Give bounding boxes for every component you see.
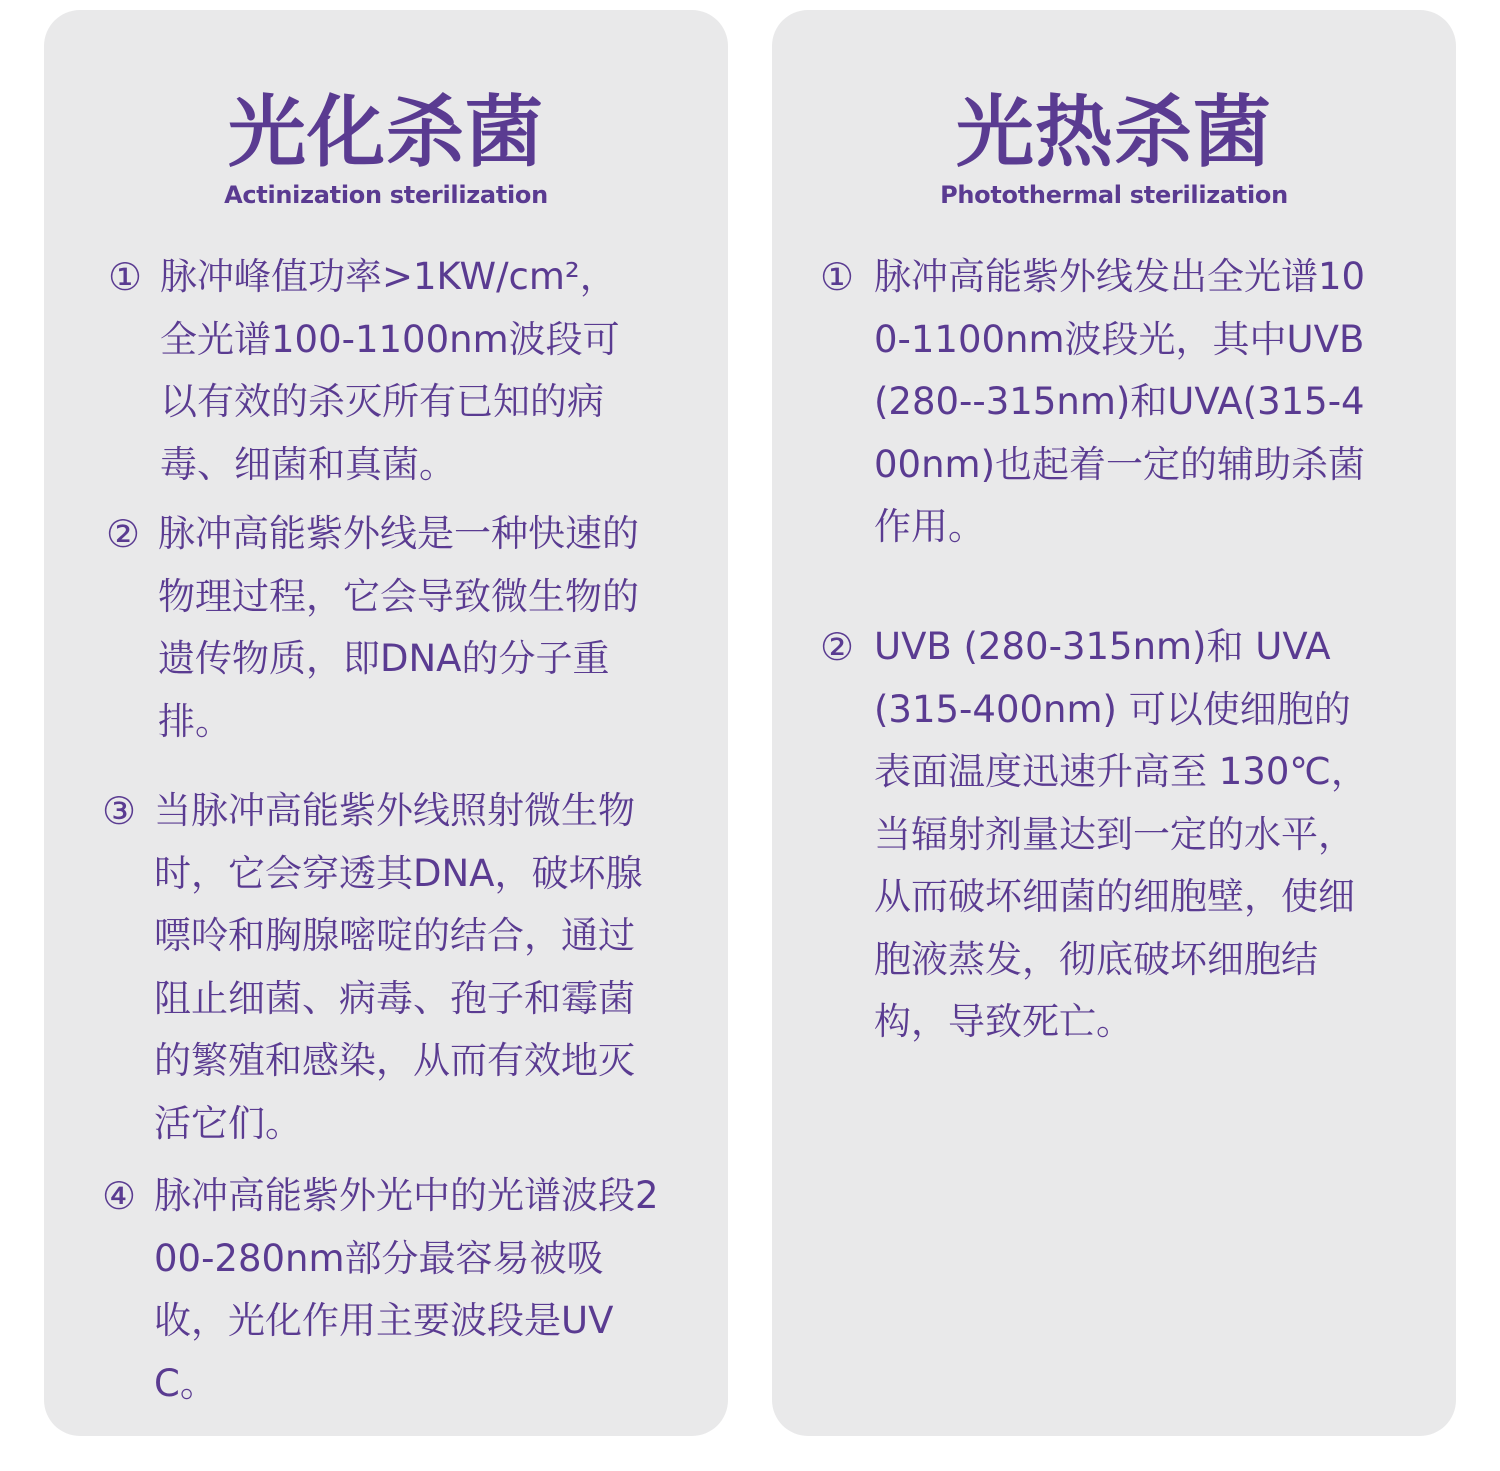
item-text: 脉冲高能紫外线发出全光谱100-1100nm波段光，其中UVB(280--315nm)和UVA(315-400nm)也起着一定的辅助杀菌作用。 <box>874 255 1366 548</box>
card-subtitle: Photothermal sterilization <box>940 181 1288 209</box>
item-text: 脉冲峰值功率>1KW/cm²，全光谱100-1100nm波段可以有效的杀灭所有已知的病毒、细菌和真菌。 <box>160 255 620 486</box>
item-number: ② <box>820 625 855 669</box>
item-number: ② <box>106 512 141 556</box>
item-number: ③ <box>102 789 137 833</box>
item-text: 脉冲高能紫外线是一种快速的物理过程，它会导致微生物的遗传物质，即DNA的分子重排。 <box>158 512 639 743</box>
item-text: UVB (280-315nm)和 UVA (315-400nm) 可以使细胞的表面温度迅速升高至 130℃，当辐射剂量达到一定的水平，从而破坏细菌的细胞壁，使细胞液蒸发，彻底破坏细胞结构，导致死亡。 <box>874 625 1368 1043</box>
item-number: ④ <box>102 1174 137 1218</box>
item-text: 脉冲高能紫外光中的光谱波段200-280nm部分最容易被吸收，光化作用主要波段是UVC。 <box>154 1174 659 1405</box>
actinization-card <box>44 10 728 1436</box>
photothermal-card <box>772 10 1456 1436</box>
item-number: ① <box>108 255 143 299</box>
card-title: 光化杀菌 <box>227 88 544 178</box>
item-number: ① <box>820 255 855 299</box>
item-text: 当脉冲高能紫外线照射微生物时，它会穿透其DNA，破坏腺嘌呤和胸腺嘧啶的结合，通过阻止细菌、病毒、孢子和霉菌的繁殖和感染，从而有效地灭活它们。 <box>154 789 643 1145</box>
card-title: 光热杀菌 <box>955 88 1272 178</box>
card-subtitle: Actinization sterilization <box>224 181 548 209</box>
